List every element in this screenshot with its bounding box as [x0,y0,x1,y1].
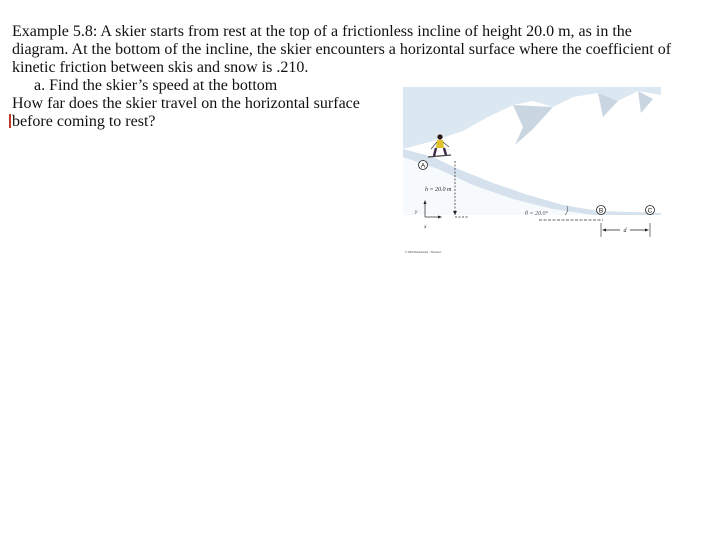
problem-part-a: a. Find the skier’s speed at the bottom [34,77,278,94]
problem-line-6: before coming to rest? [12,113,156,130]
horizontal-surface [403,215,661,257]
point-a-label: A [420,162,426,170]
problem-line-1: Example 5.8: A skier starts from rest at the top of a frictionless incline of height 20.0 m, as in the [12,23,632,40]
problem-line-3: kinetic friction between skis and snow is .210. [12,59,309,76]
figure-copyright: © 2004 Brooks/Cole - Thomson [405,251,442,254]
skier-diagram [403,87,661,257]
angle-label: θ = 20.0° [525,211,548,217]
x-axis-label: x [424,224,427,230]
problem-line-2: diagram. At the bottom of the incline, the skier encounters a horizontal surface where the coefficient of [12,41,672,58]
height-label: h = 20.0 m [425,187,452,193]
text-cursor-marker [9,114,11,128]
distance-label: d [623,228,627,234]
point-c-label: C [647,207,653,215]
problem-line-5: How far does the skier travel on the horizontal surface [12,95,360,112]
y-axis-label: y [415,209,418,215]
point-b-label: B [598,207,604,215]
